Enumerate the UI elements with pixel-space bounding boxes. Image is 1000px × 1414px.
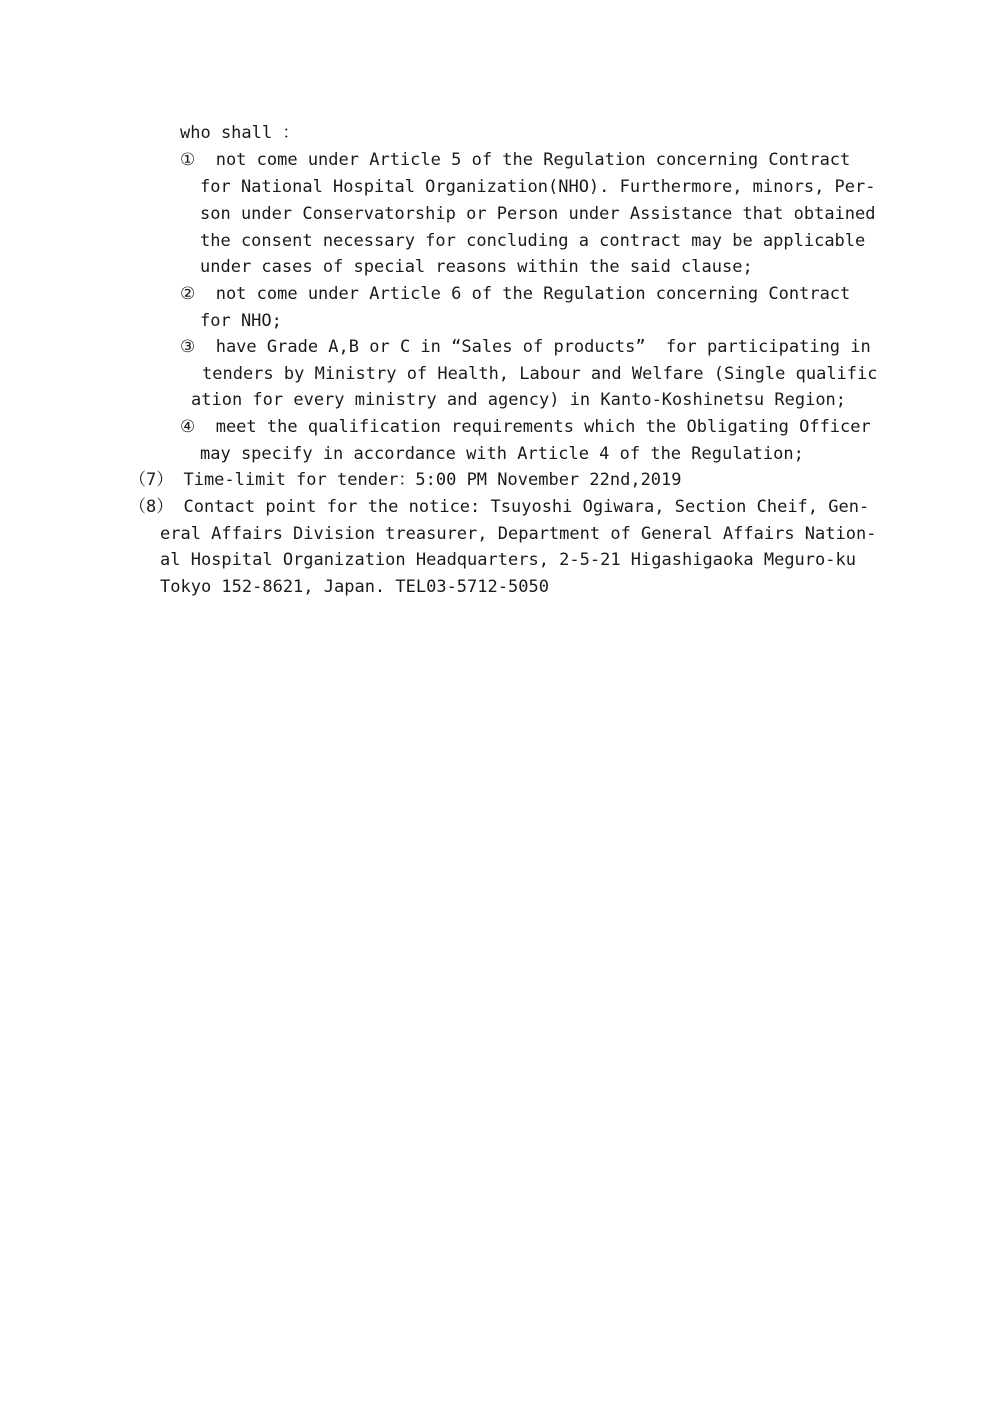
text-line-item-1: ① not come under Article 5 of the Regulation concerning Contract bbox=[180, 150, 851, 170]
text-line-item-1-cont: for National Hospital Organization(NHO). Furthermore, minors, Per- bbox=[200, 177, 876, 197]
text-line-section-7: （7） Time-limit for tender：5:00 PM November 22nd,2019 bbox=[129, 470, 682, 490]
text-line-item-1-cont: son under Conservatorship or Person under Assistance that obtained bbox=[200, 204, 876, 224]
text-line-item-4-cont: may specify in accordance with Article 4 of the Regulation; bbox=[200, 444, 804, 464]
text-line-section-8-cont: eral Affairs Division treasurer, Department of General Affairs Nation- bbox=[160, 524, 877, 544]
text-line-item-3: ③ have Grade A,B or C in “Sales of products” for participating in bbox=[180, 337, 871, 357]
text-line-item-1-cont: the consent necessary for concluding a contract may be applicable bbox=[200, 231, 866, 251]
text-line-item-3-cont: tenders by Ministry of Health, Labour and Welfare (Single qualific bbox=[202, 364, 878, 384]
text-line-item-2: ② not come under Article 6 of the Regulation concerning Contract bbox=[180, 284, 851, 304]
text-line-item-3-cont: ation for every ministry and agency) in Kanto-Koshinetsu Region; bbox=[191, 390, 847, 410]
text-line-item-2-cont: for NHO; bbox=[200, 311, 282, 331]
text-line-section-8: （8） Contact point for the notice: Tsuyoshi Ogiwara, Section Cheif, Gen- bbox=[129, 497, 870, 517]
text-line-section-8-cont: Tokyo 152-8621, Japan. TEL03-5712-5050 bbox=[160, 577, 549, 597]
text-line-item-4: ④ meet the qualification requirements which the Obligating Officer bbox=[180, 417, 871, 437]
text-line-item-1-cont: under cases of special reasons within the said clause; bbox=[200, 257, 753, 277]
text-line-section-8-cont: al Hospital Organization Headquarters, 2-5-21 Higashigaoka Meguro-ku bbox=[160, 550, 856, 570]
text-line-who-shall: who shall ： bbox=[180, 123, 300, 143]
